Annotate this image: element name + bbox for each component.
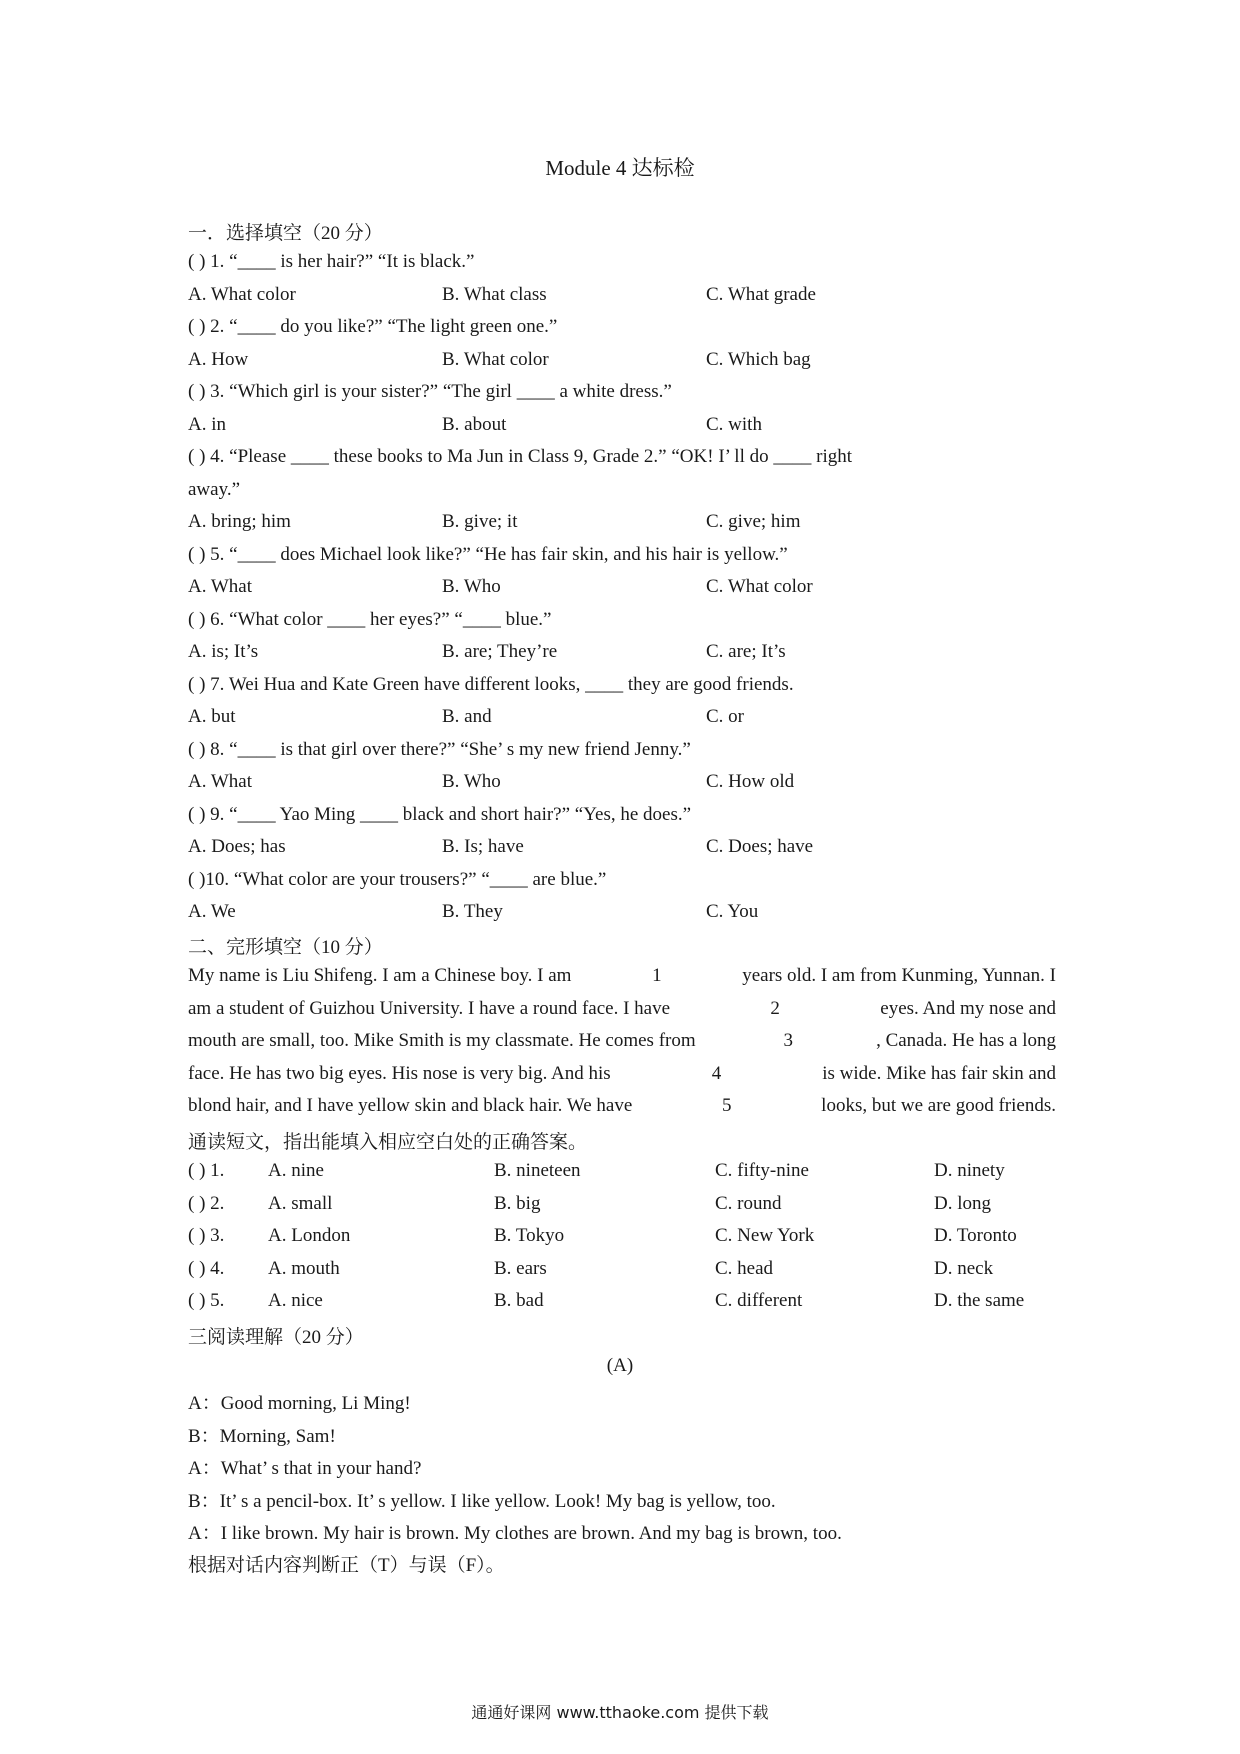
section3-instruction: 根据对话内容判断正（T）与误（F）。 xyxy=(188,1555,505,1576)
answer-option: A. is; It’s xyxy=(188,641,259,662)
answer-option: B. Who xyxy=(442,576,501,597)
section1-heading: 一．选择填空（20 分） xyxy=(188,223,383,244)
answer-option: A. Does; has xyxy=(188,836,286,857)
answer-option: D. ninety xyxy=(934,1160,1005,1181)
passage-text: is wide. Mike has fair skin and xyxy=(817,1062,1056,1084)
question-number: ( ) 9. xyxy=(188,803,230,825)
answer-option: B. about xyxy=(442,413,507,435)
question-number: ( ) 3. xyxy=(188,1225,225,1246)
dialogue-line: A：What’ s that in your hand? xyxy=(188,1458,422,1479)
passage-text: My name is Liu Shifeng. I am a Chinese boy. I am xyxy=(188,965,577,986)
passage-text: , Canada. He has a long xyxy=(876,1030,1056,1051)
passage-text: eyes. And my nose and xyxy=(875,997,1056,1019)
answer-option: C. New York xyxy=(715,1225,815,1246)
answer-option: C. You xyxy=(706,901,759,922)
answer-option: B. ears xyxy=(494,1257,547,1279)
question-number: ( ) 3. xyxy=(188,381,230,402)
answer-option: C. head xyxy=(715,1257,774,1279)
question-text: “____ Yao Ming ____ black and short hair?” “Yes, he does.” xyxy=(229,803,692,825)
cloze-blank-number: 2 xyxy=(770,997,780,1019)
question-stem xyxy=(188,804,691,826)
question-text: “Please ____ these books to Ma Jun in Class 9, Grade 2.” “OK! I’ ll do ____ right xyxy=(229,446,852,467)
question-text: “____ is that girl over there?” “She’ s my new friend Jenny.” xyxy=(229,738,691,760)
passage-line xyxy=(188,1095,1056,1117)
answer-option: C. different xyxy=(715,1290,803,1311)
passage-text: face. He has two big eyes. His nose is very big. And his xyxy=(188,1062,616,1084)
question-number: ( ) 1. xyxy=(188,1160,225,1181)
answer-option: C. give; him xyxy=(706,511,801,532)
answer-option: A. bring; him xyxy=(188,511,291,532)
question-number: ( ) 7. xyxy=(188,673,229,695)
answer-option: B. nineteen xyxy=(494,1160,581,1181)
answer-option: B. give; it xyxy=(442,511,518,532)
footer-source: 通通好课网 www.tthaoke.com 提供下载 xyxy=(471,1703,769,1722)
passage-line xyxy=(188,1030,1056,1052)
answer-option: B. are; They’re xyxy=(442,641,558,662)
dialogue-line: A：I like brown. My hair is brown. My clothes are brown. And my bag is brown, too. xyxy=(188,1523,842,1544)
question-stem xyxy=(188,316,557,338)
section2-instruction: 通读短文，指出能填入相应空白处的正确答案。 xyxy=(188,1132,588,1153)
cloze-blank-number: 4 xyxy=(711,1062,722,1084)
question-number: ( )10. xyxy=(188,868,234,890)
question-stem xyxy=(188,739,691,761)
answer-option: A. nine xyxy=(268,1160,324,1181)
question-stem xyxy=(188,609,552,631)
question-number: ( ) 2. xyxy=(188,1192,225,1214)
answer-option: C. round xyxy=(715,1192,782,1214)
question-number: ( ) 5. xyxy=(188,1290,225,1311)
answer-option: A. in xyxy=(188,413,226,435)
cloze-blank-number: 5 xyxy=(721,1095,732,1116)
passage-text: blond hair, and I have yellow skin and black hair. We have xyxy=(188,1095,638,1116)
answer-option: D. long xyxy=(934,1192,991,1214)
question-stem xyxy=(188,674,794,696)
question-stem xyxy=(188,446,852,468)
answer-option: A. We xyxy=(188,901,236,922)
question-text: “____ do you like?” “The light green one.” xyxy=(229,316,558,337)
question-stem xyxy=(188,544,788,566)
answer-option: A. What xyxy=(188,576,253,597)
answer-option: D. the same xyxy=(934,1290,1025,1311)
question-text: “____ does Michael look like?” “He has fair skin, and his hair is yellow.” xyxy=(229,543,788,565)
page-title: Module 4 达标检 xyxy=(545,156,695,180)
answer-option: B. Is; have xyxy=(442,836,524,857)
answer-option: A. How xyxy=(188,348,249,370)
answer-option: C. What grade xyxy=(706,283,816,305)
question-stem xyxy=(188,869,606,891)
question-text: “What color ____ her eyes?” “____ blue.” xyxy=(229,608,552,630)
cloze-blank-number: 3 xyxy=(783,1030,793,1051)
answer-option: B. bad xyxy=(494,1290,544,1311)
answer-option: C. Which bag xyxy=(706,348,811,370)
passage-line xyxy=(188,1063,1056,1085)
question-text: “Which girl is your sister?” “The girl ____ a white dress.” xyxy=(229,381,672,402)
question-text: Wei Hua and Kate Green have different looks, ____ they are good friends. xyxy=(228,673,794,695)
answer-option: C. What color xyxy=(706,576,813,597)
answer-option: A. What xyxy=(188,771,253,792)
question-number: ( ) 5. xyxy=(188,543,230,565)
answer-option: A. small xyxy=(268,1192,333,1214)
answer-option: D. Toronto xyxy=(934,1225,1017,1246)
answer-option: B. What class xyxy=(442,283,547,305)
passage-line xyxy=(188,965,1056,987)
dialogue-line: B：It’ s a pencil-box. It’ s yellow. I like yellow. Look! My bag is yellow, too. xyxy=(188,1490,776,1512)
passage-text: am a student of Guizhou University. I have a round face. I have xyxy=(188,997,675,1019)
cloze-blank-number: 1 xyxy=(652,965,662,986)
question-stem xyxy=(188,251,474,273)
answer-option: C. Does; have xyxy=(706,836,814,857)
question-number: ( ) 6. xyxy=(188,608,230,630)
passage-text: mouth are small, too. Mike Smith is my classmate. He comes from xyxy=(188,1030,701,1051)
question-number: ( ) 1. xyxy=(188,251,230,272)
passage-text: looks, but we are good friends. xyxy=(816,1095,1056,1116)
answer-option: C. How old xyxy=(706,771,795,792)
section3-heading: 三阅读理解（20 分） xyxy=(188,1327,364,1348)
section3-part-label: (A) xyxy=(606,1355,634,1376)
answer-option: C. fifty-nine xyxy=(715,1160,809,1181)
passage-text: years old. I am from Kunming, Yunnan. I xyxy=(737,965,1056,986)
dialogue-line: A：Good morning, Li Ming! xyxy=(188,1393,411,1414)
question-number: ( ) 2. xyxy=(188,316,230,337)
answer-option: B. Who xyxy=(442,771,501,792)
answer-option: B. They xyxy=(442,901,503,922)
question-number: ( ) 4. xyxy=(188,446,230,467)
question-text: “What color are your trousers?” “____ are blue.” xyxy=(233,868,607,890)
question-text: “____ is her hair?” “It is black.” xyxy=(229,251,475,272)
answer-option: C. are; It’s xyxy=(706,641,786,662)
answer-option: C. or xyxy=(706,706,744,727)
answer-option: A. London xyxy=(268,1225,351,1246)
question-number: ( ) 4. xyxy=(188,1257,225,1279)
answer-option: B. Tokyo xyxy=(494,1225,565,1246)
question-stem xyxy=(188,381,672,403)
question-text-continued: away.” xyxy=(188,478,241,500)
answer-option: B. big xyxy=(494,1192,541,1214)
answer-option: B. What color xyxy=(442,348,549,370)
question-number: ( ) 8. xyxy=(188,738,230,760)
answer-option: A. but xyxy=(188,706,236,727)
section2-heading: 二、完形填空（10 分） xyxy=(188,937,383,958)
answer-option: A. mouth xyxy=(268,1257,340,1279)
dialogue-line: B：Morning, Sam! xyxy=(188,1425,336,1447)
answer-option: B. and xyxy=(442,706,492,727)
passage-line xyxy=(188,998,1056,1020)
answer-option: A. nice xyxy=(268,1290,323,1311)
answer-option: C. with xyxy=(706,413,762,435)
answer-option: A. What color xyxy=(188,283,296,305)
answer-option: D. neck xyxy=(934,1257,994,1279)
